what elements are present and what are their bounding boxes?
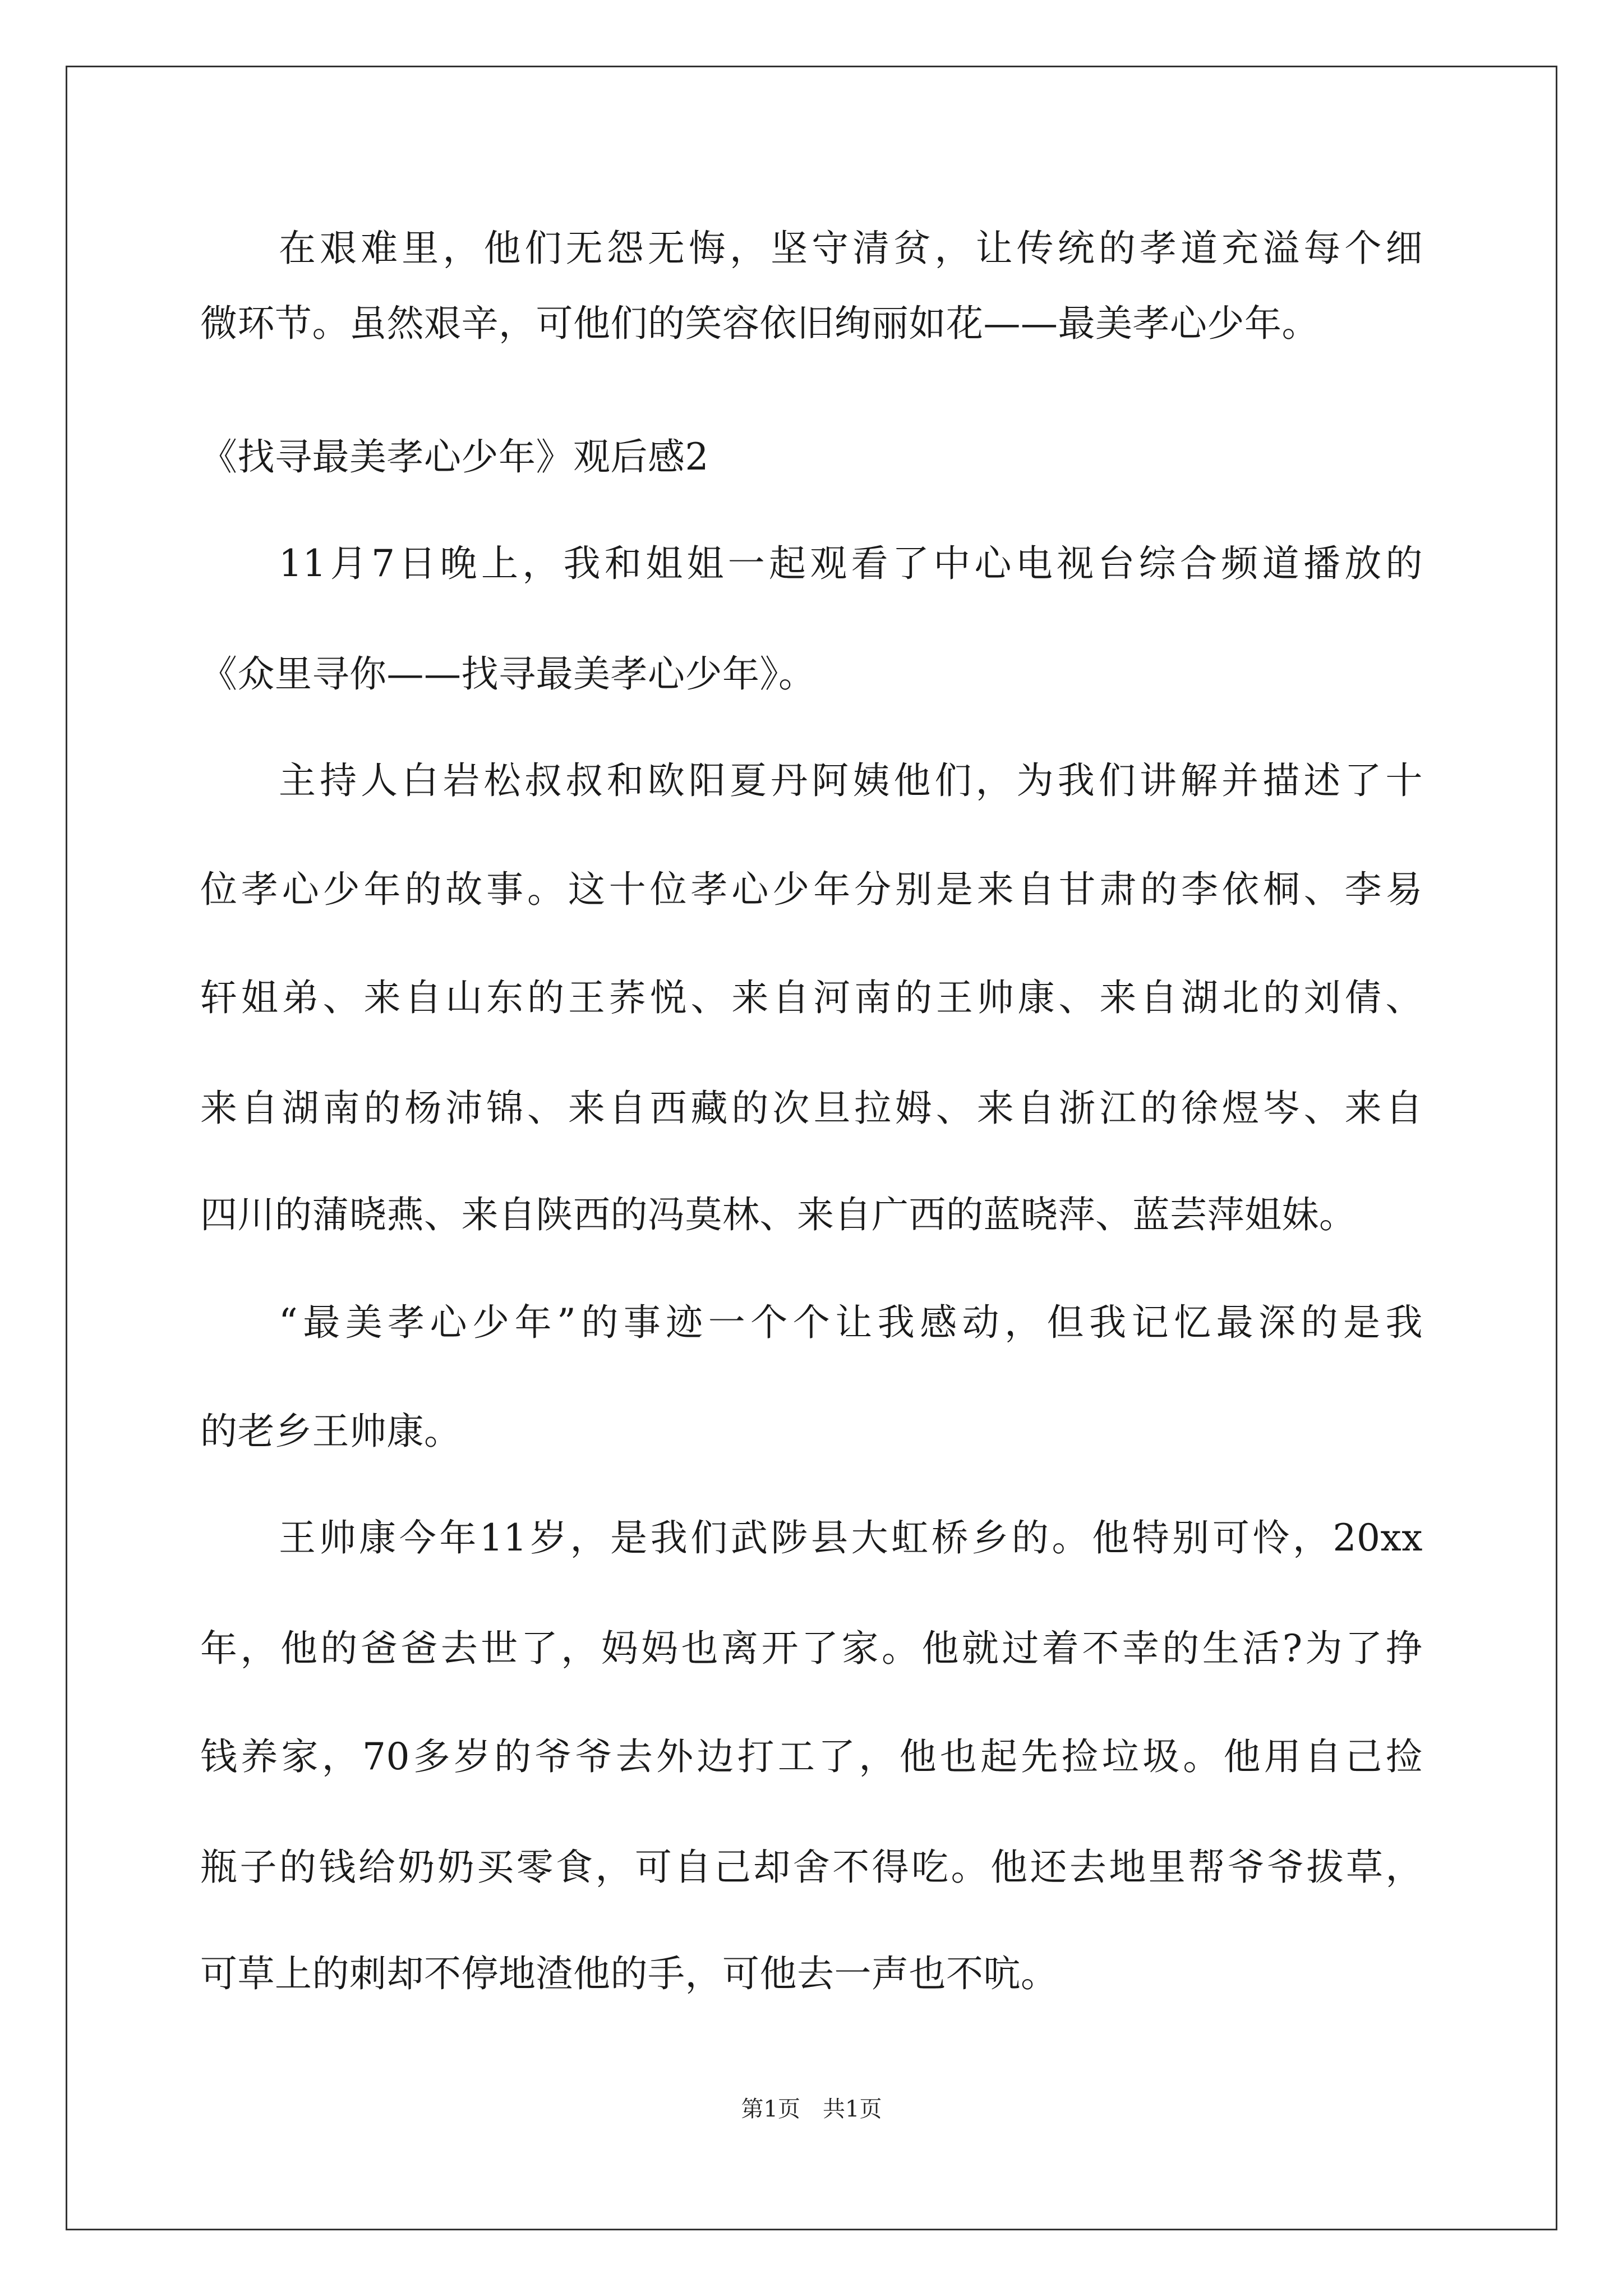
body-line: 年，他的爸爸去世了，妈妈也离开了家。他就过着不幸的生活?为了挣	[200, 1627, 1423, 1670]
body-line: “最美孝心少年”的事迹一个个让我感动，但我记忆最深的是我	[279, 1301, 1423, 1344]
body-line: 位孝心少年的故事。这十位孝心少年分别是来自甘肃的李依桐、李易	[200, 868, 1423, 911]
page-border	[66, 66, 1557, 2230]
body-line: 轩姐弟、来自山东的王荞悦、来自河南的王帅康、来自湖北的刘倩、	[200, 976, 1423, 1019]
body-line: 钱养家，70多岁的爷爷去外边打工了，他也起先捡垃圾。他用自己捡	[200, 1735, 1423, 1778]
section-heading: 《找寻最美孝心少年》观后感2	[200, 435, 709, 478]
page-number: 第1页	[741, 2096, 800, 2122]
body-line: 《众里寻你——找寻最美孝心少年》。	[200, 652, 816, 696]
page-footer	[0, 2095, 1623, 2123]
body-line: 王帅康今年11岁，是我们武陟县大虹桥乡的。他特别可怜，20xx	[279, 1516, 1423, 1559]
page-total: 共1页	[823, 2096, 882, 2122]
body-line: 可草上的刺却不停地渣他的手，可他去一声也不吭。	[200, 1952, 1058, 1995]
body-line: 来自湖南的杨沛锦、来自西藏的次旦拉姆、来自浙江的徐煜岑、来自	[200, 1087, 1423, 1130]
body-line: 主持人白岩松叔叔和欧阳夏丹阿姨他们，为我们讲解并描述了十	[279, 759, 1423, 802]
body-line: 微环节。虽然艰辛，可他们的笑容依旧绚丽如花——最美孝心少年。	[200, 302, 1319, 345]
body-line: 的老乡王帅康。	[200, 1410, 462, 1453]
body-line: 11月7日晚上，我和姐姐一起观看了中心电视台综合频道播放的	[279, 542, 1423, 585]
body-line: 瓶子的钱给奶奶买零食，可自己却舍不得吃。他还去地里帮爷爷拔草，	[200, 1846, 1423, 1889]
body-line: 在艰难里，他们无怨无悔，坚守清贫，让传统的孝道充溢每个细	[279, 227, 1423, 270]
body-line: 四川的蒲晓燕、来自陕西的冯莫林、来自广西的蓝晓萍、蓝芸萍姐妹。	[200, 1193, 1357, 1236]
